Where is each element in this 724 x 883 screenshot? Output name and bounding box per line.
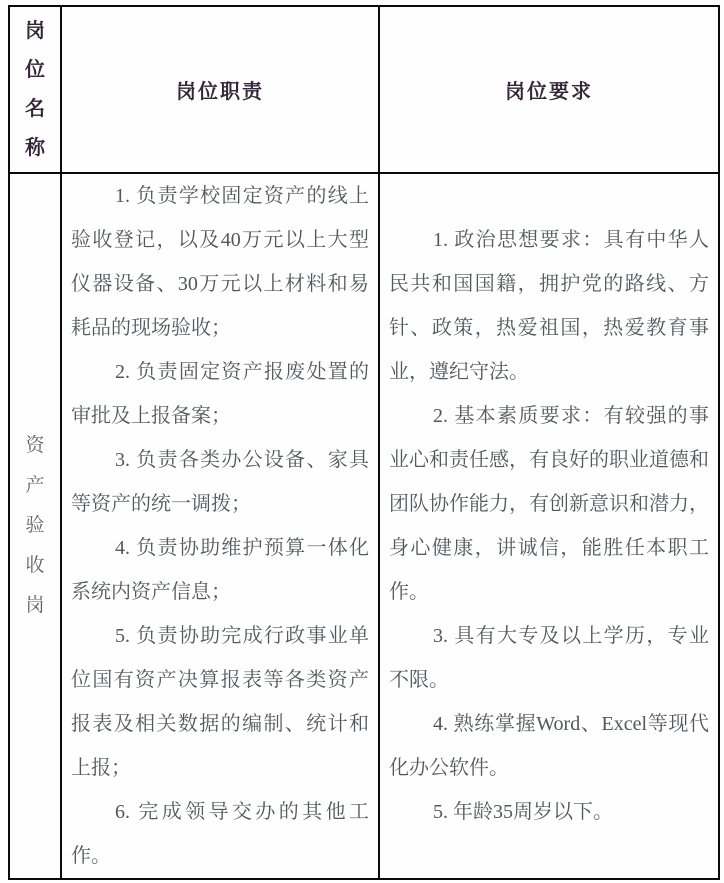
- duty-item: 2. 负责固定资产报废处置的审批及上报备案；: [71, 361, 369, 427]
- cell-requirements: [379, 173, 719, 879]
- requirements-header-label: 岗位要求: [505, 81, 593, 103]
- duty-item: 5. 负责协助完成行政事业单位国有资产决算报表等各类资产报表及相关数据的编制、统计和上报；: [71, 625, 369, 779]
- duty-item: 1. 负责学校固定资产的线上验收登记，以及40万元以上大型仪器设备、30万元以上材料和易耗品的现场验收；: [71, 185, 369, 339]
- table-body-row: [9, 173, 719, 879]
- duty-item: 3. 负责各类办公设备、家具等资产的统一调拨；: [71, 449, 369, 515]
- header-cell-duties: [61, 6, 379, 173]
- duties-list: [62, 174, 378, 878]
- position-name-header-label: 岗位名称: [25, 19, 45, 159]
- cell-duties: [61, 173, 379, 879]
- position-name-value: 资产验收岗: [25, 435, 45, 616]
- table-header-row: [9, 6, 719, 173]
- duties-header-label: 岗位职责: [176, 81, 264, 103]
- requirement-item: 2. 基本素质要求：有较强的事业心和责任感，有良好的职业道德和团队协作能力，有创新意识和潜力，身心健康，讲诚信，能胜任本职工作。: [389, 405, 709, 603]
- header-cell-position-name: [9, 6, 61, 173]
- requirement-item: 3. 具有大专及以上学历，专业不限。: [389, 625, 709, 691]
- requirement-item: 1. 政治思想要求：具有中华人民共和国国籍，拥护党的路线、方针、政策，热爱祖国，热爱教育事业，遵纪守法。: [389, 229, 709, 383]
- duty-item: 6. 完成领导交办的其他工作。: [71, 801, 369, 867]
- requirement-item: 5. 年龄35周岁以下。: [433, 801, 613, 823]
- duty-item: 4. 负责协助维护预算一体化系统内资产信息；: [71, 537, 369, 603]
- requirements-list: [380, 218, 718, 834]
- requirement-item: 4. 熟练掌握Word、Excel等现代化办公软件。: [389, 713, 709, 779]
- job-position-table: [8, 5, 720, 880]
- header-cell-requirements: [379, 6, 719, 173]
- cell-position-name: [9, 173, 61, 879]
